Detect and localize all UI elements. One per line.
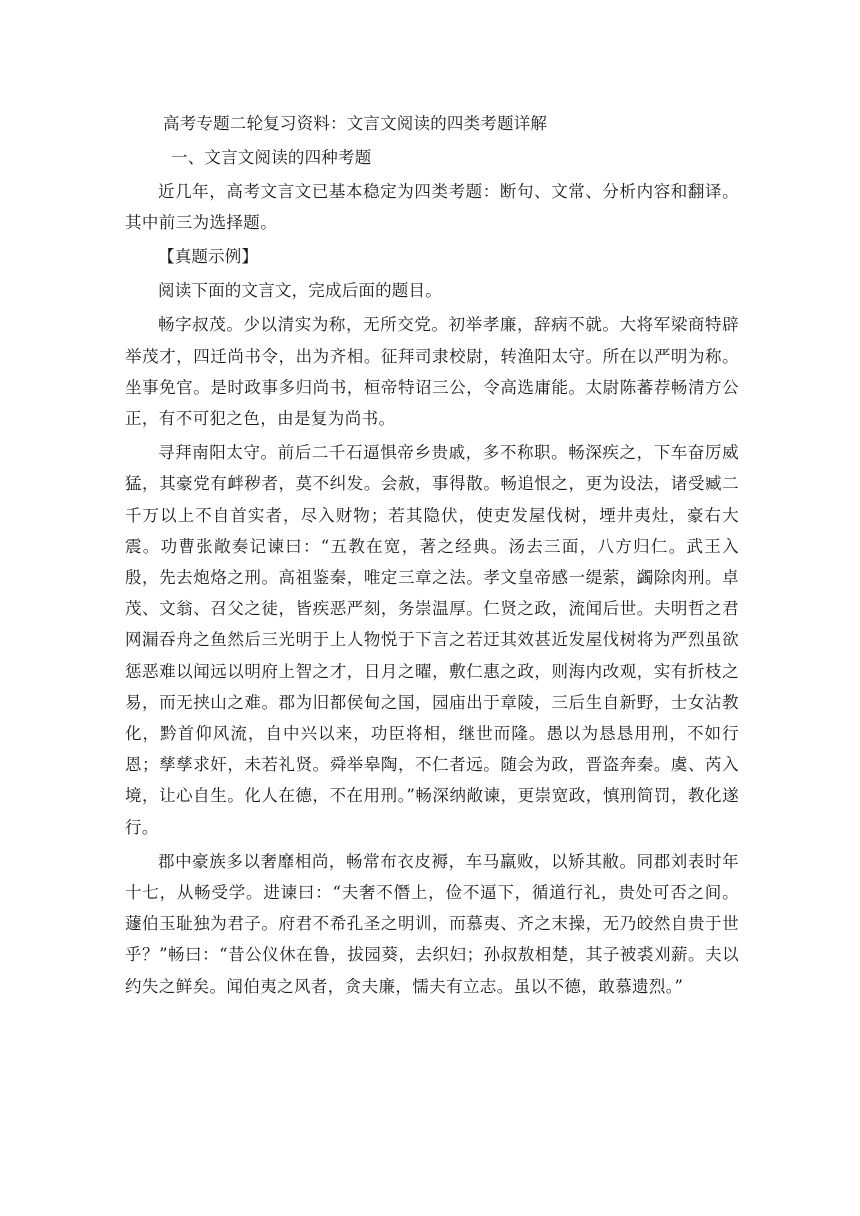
example-tag: 【真题示例】 [158, 247, 259, 267]
document-page [125, 108, 739, 1005]
intro-paragraph: 近几年，高考文言文已基本稳定为四类考题：断句、文常、分析内容和翻译。其中前三为选择题。 [125, 182, 739, 233]
document-title: 高考专题二轮复习资料：文言文阅读的四类考题详解 [163, 114, 548, 133]
section-heading: 一、文言文阅读的四种考题 [171, 148, 372, 167]
passage-paragraph-3: 郡中豪族多以奢靡相尚，畅常布衣皮褥，车马羸败，以矫其敝。同郡刘表时年十七，从畅受学。进谏曰：“夫奢不僭上，俭不逼下，循道行礼，贵处可否之间。蘧伯玉耻独为君子。府君不希孔圣之明训，而慕夷、齐之末操，无乃皎然自贵于世乎？”畅曰：“昔公仪休在鲁，拔园葵，去织妇；孙叔敖相楚，其子被裘刈薪。夫以约失之鲜矣。闻伯夷之风者，贪夫廉，懦夫有立志。虽以不德，敢慕遗烈。” [125, 851, 739, 996]
passage-paragraph-1: 畅字叔茂。少以清实为称，无所交党。初举孝廉，辞病不就。大将军梁商特辟举茂才，四迁尚书令，出为齐相。征拜司隶校尉，转渔阳太守。所在以严明为称。坐事免官。是时政事多归尚书，桓帝特诏三公，令高选庸能。太尉陈蕃荐畅清方公正，有不可犯之色，由是复为尚书。 [125, 315, 739, 429]
reading-instruction: 阅读下面的文言文，完成后面的题目。 [158, 281, 442, 301]
passage-paragraph-2: 寻拜南阳太守。前后二千石逼惧帝乡贵戚，多不称职。畅深疾之，下车奋厉威猛，其豪党有衅秽者，莫不纠发。会赦，事得散。畅追恨之，更为设法，诸受臧二千万以上不自首实者，尽入财物；若其隐伏，使吏发屋伐树，堙井夷灶，豪右大震。功曹张敞奏记谏曰：“五教在宽，著之经典。汤去三面，八方归仁。武王入殷，先去炮烙之刑。高祖鉴秦，唯定三章之法。孝文皇帝感一缇萦，蠲除肉刑。卓茂、文翁、召父之徒，皆疾恶严刻，务崇温厚。仁贤之政，流闻后世。夫明哲之君网漏吞舟之鱼然后三光明于上人物悦于下言之若迂其效甚近发屋伐树将为严烈虽欲惩恶难以闻远以明府上智之才，日月之曜，敷仁惠之政，则海内改观，实有折枝之易，而无挟山之难。郡为旧都侯甸之国，园庙出于章陵，三后生自新野，士女沾教化，黔首仰风流，自中兴以来，功臣将相，继世而隆。愚以为恳恳用刑，不如行恩；孳孳求奸，未若礼贤。舜举皋陶，不仁者远。随会为政，晋盗奔秦。虞、芮入境，让心自生。化人在德，不在用刑。”畅深纳敞谏，更崇宽政，慎刑简罚，教化遂行。 [125, 443, 739, 837]
